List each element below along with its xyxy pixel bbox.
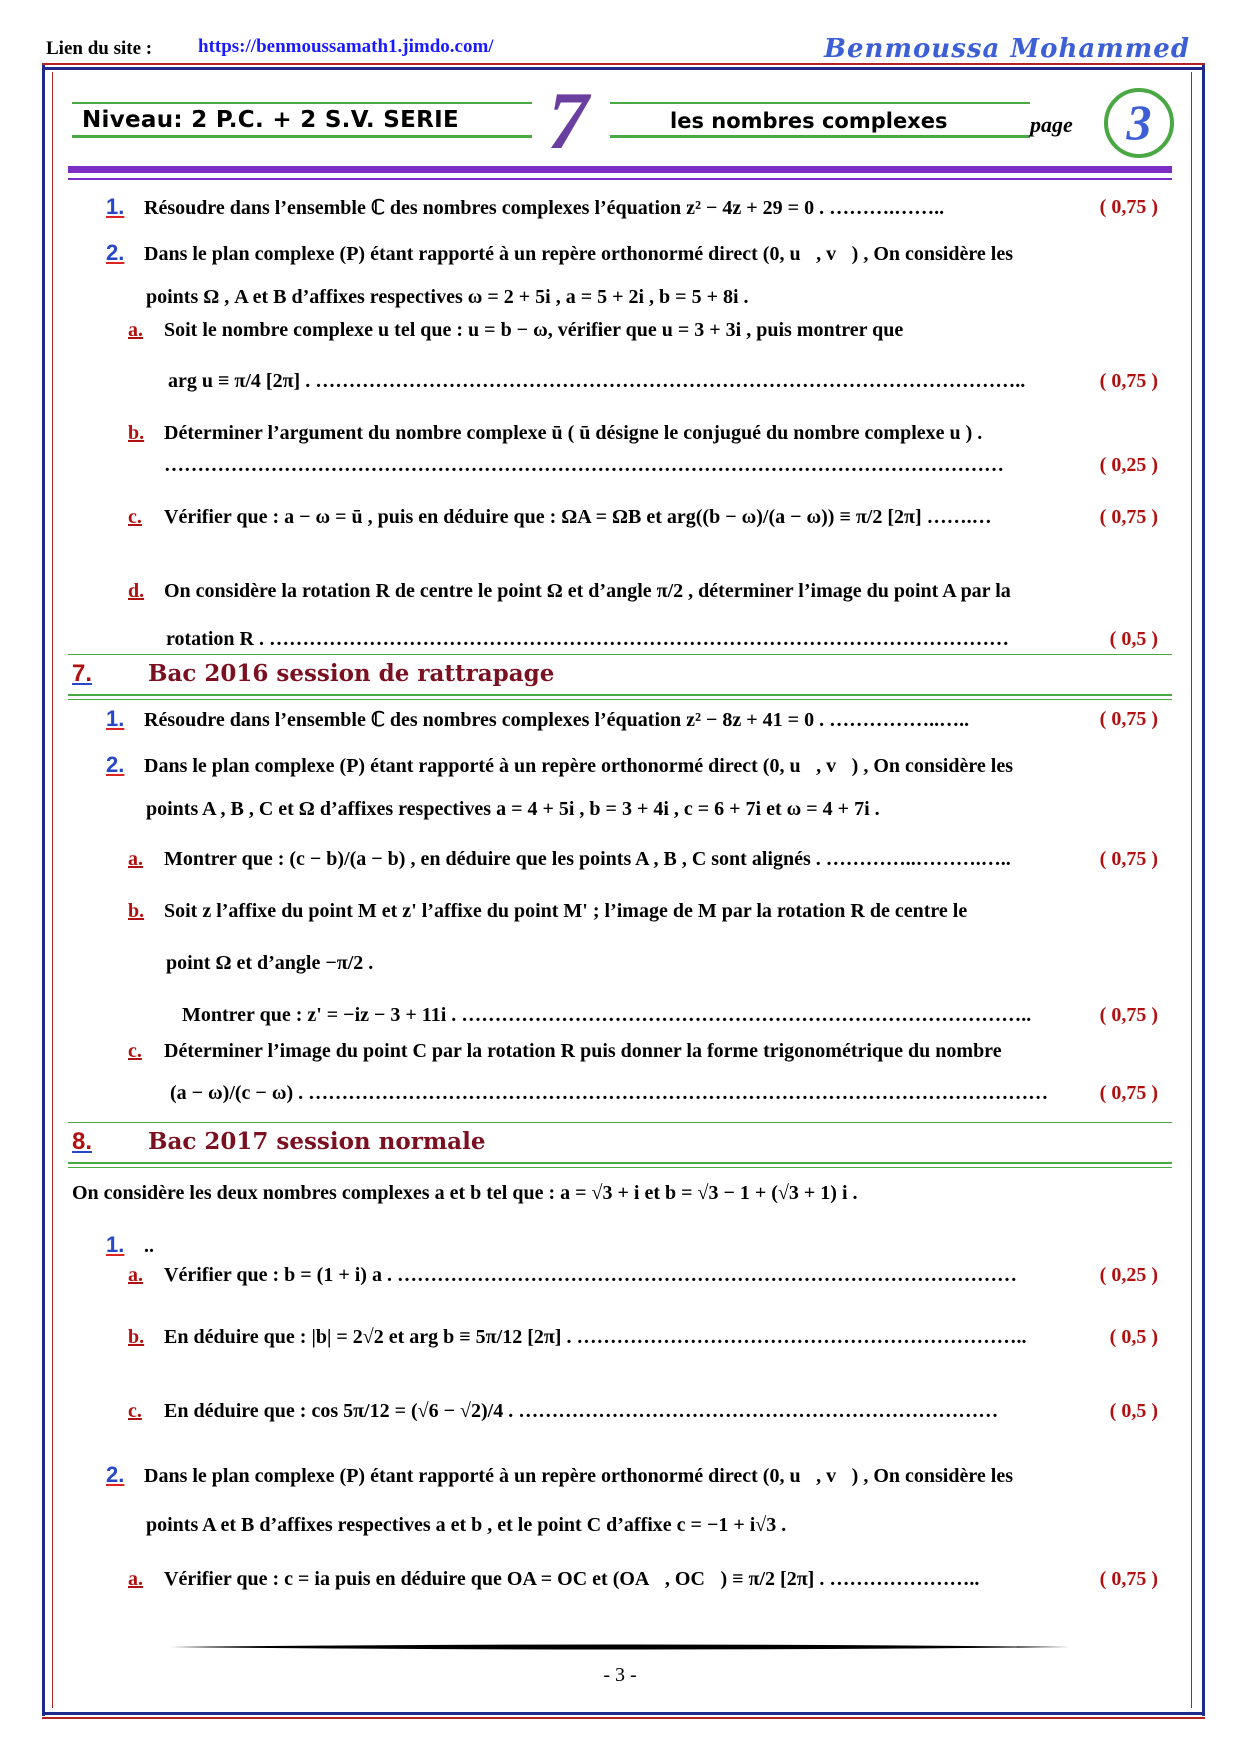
sub-letter: c.: [128, 1040, 142, 1062]
ex6-a-line2: arg u ≡ π/4 [2π] . ……………………………………………………………………………………………..: [168, 370, 1026, 392]
question-number: 1.: [106, 706, 125, 731]
site-header: [46, 34, 1190, 64]
page-word: page: [1030, 112, 1073, 137]
ex7-q2: [106, 752, 1013, 778]
ex6-b-line2: ………………………………………………………………………………………………………………: [164, 454, 1004, 476]
ex7-c-line2: (a − ω)/(c − ω) . …………………………………………………………………………………………………: [170, 1082, 1049, 1104]
question-number: 1.: [106, 1232, 125, 1257]
ex7-q1: [106, 706, 969, 732]
ex7-b: [128, 900, 967, 923]
section-divider: [68, 1162, 1172, 1164]
ex8-c-text: En déduire que : cos 5π/12 = (√6 − √2)/4 . ………………………………………………………………: [164, 1400, 999, 1422]
ex6-d-points: ( 0,5 ): [1109, 628, 1158, 650]
ex8-q2a-points: ( 0,75 ): [1099, 1568, 1158, 1590]
ex6-b-text: Déterminer l’argument du nombre complexe ū ( ū désigne le conjugué du nombre complexe u ) .: [164, 422, 983, 444]
sub-letter: a.: [128, 848, 143, 870]
topic-banner: [610, 98, 1030, 138]
sub-letter: c.: [128, 1400, 142, 1422]
sub-letter: c.: [128, 506, 142, 528]
frame-top-border: [42, 63, 1205, 70]
ex8-q2a-text: Vérifier que : c = ia puis en déduire que OA = OC et (OA⃗, OC⃗) ≡ π/2 [2π] . …………………..: [164, 1568, 980, 1590]
sub-letter: b.: [128, 422, 145, 444]
ex6-a-points: ( 0,75 ): [1099, 370, 1158, 392]
ex7-number: 7.: [72, 660, 93, 687]
ex6-c: [128, 506, 992, 529]
ex7-q2-text: Dans le plan complexe (P) étant rapporté à un repère orthonormé direct (0, u⃗, v⃗) , On considère les: [144, 755, 1013, 777]
author-name: Benmoussa Mohammed: [824, 34, 1190, 64]
ex8-q1-text: ..: [144, 1235, 154, 1257]
site-label: Lien du site :: [46, 38, 153, 59]
ex7-c-points: ( 0,75 ): [1099, 1082, 1158, 1104]
ex7-c-text: Déterminer l’image du point C par la rotation R puis donner la forme trigonométrique du nombre: [164, 1040, 1002, 1062]
ex8-a-text: Vérifier que : b = (1 + i) a . …………………………………………………………………………………: [164, 1264, 1017, 1286]
page-number-badge: 3: [1104, 88, 1174, 158]
ex6-d-line2: rotation R . …………………………………………………………………………………………………: [166, 628, 1009, 650]
ex8-b-text: En déduire que : |b| = 2√2 et arg b ≡ 5π/12 [2π] . …………………………………………………………..: [164, 1326, 1027, 1348]
sub-letter: a.: [128, 1264, 143, 1286]
section-divider: [68, 1122, 1172, 1123]
question-number: 2.: [106, 1462, 125, 1487]
ex8-b: [128, 1326, 1026, 1349]
ex6-q2: [106, 240, 1013, 266]
frame-bottom-border: [42, 1712, 1205, 1719]
ex8-a-points: ( 0,25 ): [1099, 1264, 1158, 1286]
ex8-q1: [106, 1232, 154, 1258]
ex6-b: [128, 422, 982, 445]
ex8-c: [128, 1400, 998, 1423]
level-banner: [72, 98, 532, 138]
topic-text: les nombres complexes: [670, 109, 948, 133]
ex7-b-text: Soit z l’affixe du point M et z' l’affixe du point M' ; l’image de M par la rotation R de centre le: [164, 900, 968, 922]
ex7-title: Bac 2016 session de rattrapage: [148, 660, 555, 687]
ex8-b-points: ( 0,5 ): [1109, 1326, 1158, 1348]
ex7-a: [128, 848, 1011, 871]
section-divider: [68, 654, 1172, 655]
ex7-q1-text: Résoudre dans l’ensemble ℂ des nombres complexes l’équation z² − 8z + 41 = 0 . ……………..…..: [144, 709, 970, 731]
ex6-d: [128, 580, 1011, 603]
ex7-b-points: ( 0,75 ): [1099, 1004, 1158, 1026]
ex8-q2a: [128, 1568, 979, 1591]
sub-letter: b.: [128, 900, 145, 922]
ex6-c-points: ( 0,75 ): [1099, 506, 1158, 528]
level-text: Niveau: 2 P.C. + 2 S.V. SERIE: [82, 107, 459, 133]
ex8-intro: On considère les deux nombres complexes a et b tel que : a = √3 + i et b = √3 − 1 + (√3 + 1) i .: [72, 1182, 858, 1204]
footer-divider: [170, 1644, 1070, 1650]
divider-bar-thin: [68, 178, 1172, 180]
ex6-q1-text: Résoudre dans l’ensemble ℂ des nombres complexes l’équation z² − 4z + 29 = 0 . ……….……..: [144, 197, 945, 219]
sub-letter: d.: [128, 580, 145, 602]
ex6-a-text: Soit le nombre complexe u tel que : u = b − ω, vérifier que u = 3 + 3i , puis montrer que: [164, 319, 904, 341]
ex7-q2-line2: points A , B , C et Ω d’affixes respectives a = 4 + 5i , b = 3 + 4i , c = 6 + 7i et ω = 4 + 7i .: [146, 798, 880, 820]
ex8-q2: [106, 1462, 1013, 1488]
site-url-link[interactable]: https://benmoussamath1.jimdo.com/: [198, 36, 494, 57]
ex6-q2-text: Dans le plan complexe (P) étant rapporté à un repère orthonormé direct (0, u⃗, v⃗) , On considère les: [144, 243, 1013, 265]
ex8-heading: [72, 1128, 1172, 1160]
ex8-number: 8.: [72, 1128, 93, 1155]
question-number: 2.: [106, 240, 125, 265]
ex8-q2-line2: points A et B d’affixes respectives a et b , et le point C d’affixe c = −1 + i√3 .: [146, 1514, 787, 1536]
ex7-b-line3: Montrer que : z' = −iz − 3 + 11i . …………………………………………………………………………..: [182, 1004, 1032, 1026]
sub-letter: a.: [128, 1568, 143, 1590]
ex8-title: Bac 2017 session normale: [148, 1128, 486, 1155]
ex6-d-text: On considère la rotation R de centre le point Ω et d’angle π/2 , déterminer l’image du point A par la: [164, 580, 1011, 602]
ex7-a-points: ( 0,75 ): [1099, 848, 1158, 870]
section-divider: [68, 694, 1172, 696]
series-number: 7: [547, 75, 589, 166]
ex6-q1: [106, 194, 944, 220]
question-number: 1.: [106, 194, 125, 219]
ex8-q2-text: Dans le plan complexe (P) étant rapporté à un repère orthonormé direct (0, u⃗, v⃗) , On considère les: [144, 1465, 1013, 1487]
sub-letter: a.: [128, 319, 143, 341]
ex7-b-line2: point Ω et d’angle −π/2 .: [166, 952, 374, 974]
ex7-q1-points: ( 0,75 ): [1099, 708, 1158, 730]
ex7-a-text: Montrer que : (c − b)/(a − b) , en déduire que les points A , B , C sont alignés . …………..……….…..: [164, 848, 1011, 870]
ex6-b-points: ( 0,25 ): [1099, 454, 1158, 476]
ex6-a: [128, 319, 903, 342]
ex7-c: [128, 1040, 1002, 1063]
section-divider: [68, 699, 1172, 700]
footer-page-number: - 3 -: [603, 1664, 637, 1686]
ex7-heading: [72, 660, 1172, 692]
question-number: 2.: [106, 752, 125, 777]
ex8-c-points: ( 0,5 ): [1109, 1400, 1158, 1422]
sub-letter: b.: [128, 1326, 145, 1348]
ex8-a: [128, 1264, 1017, 1287]
section-divider: [68, 1167, 1172, 1168]
divider-bar: [68, 166, 1172, 173]
ex6-c-text: Vérifier que : a − ω = ū , puis en déduire que : ΩA = ΩB et arg((b − ω)/(a − ω)) ≡ π/2 [2π] …….…: [164, 506, 992, 528]
ex6-q2-line2: points Ω , A et B d’affixes respectives ω = 2 + 5i , a = 5 + 2i , b = 5 + 8i .: [146, 286, 749, 308]
ex6-q1-points: ( 0,75 ): [1099, 196, 1158, 218]
